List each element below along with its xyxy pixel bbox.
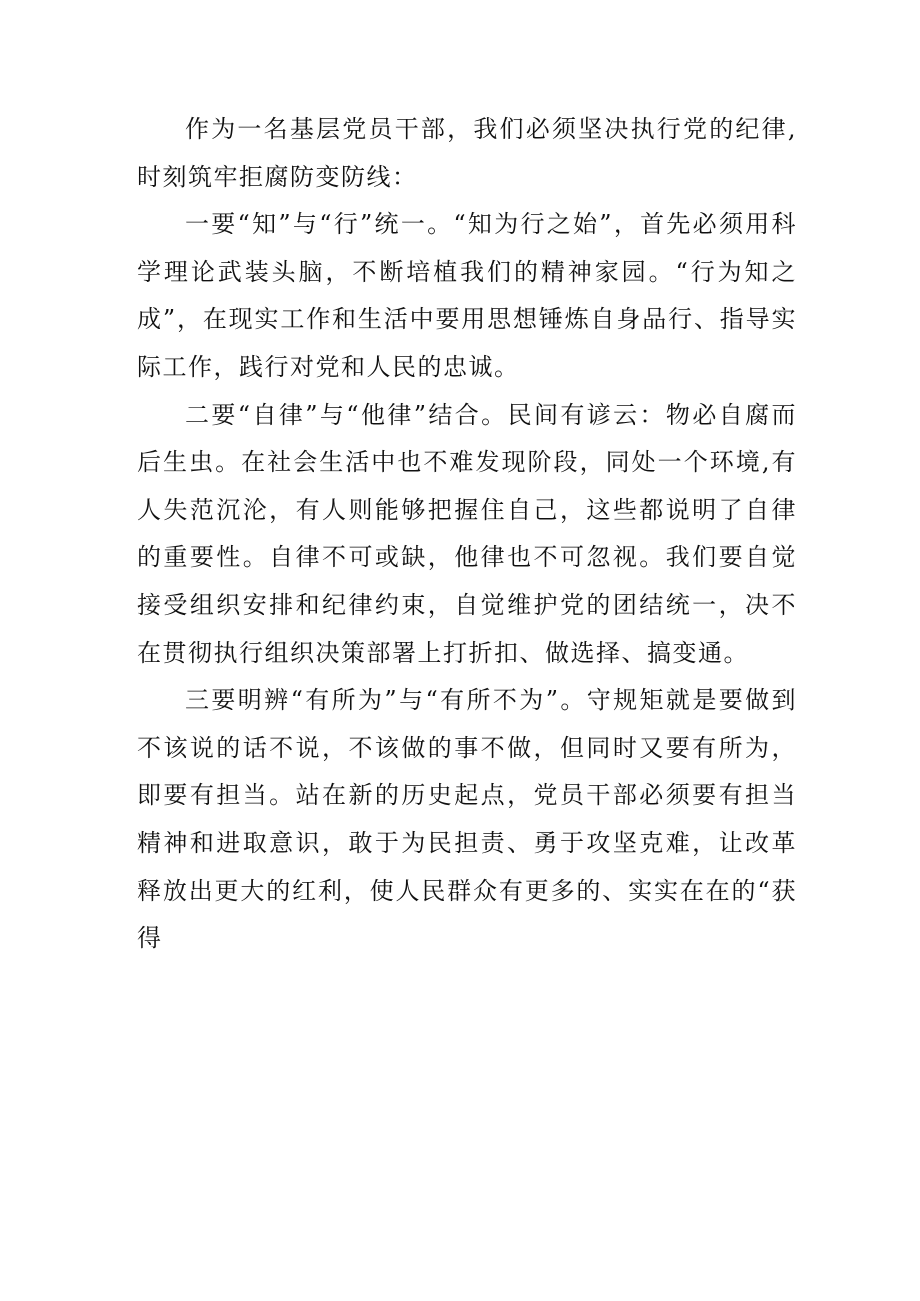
document-body xyxy=(137,106,797,963)
paragraph-point-one: 一要“知”与“行”统一。“知为行之始”，首先必须用科学理论武装头脑，不断培植我们的精神家园。“行为知之成”，在现实工作和生活中要用思想锤炼自身品行、指导实际工作，践行对党和人民的忠诚。 xyxy=(137,210,797,381)
paragraph-point-three: 三要明辨“有所为”与“有所不为”。守规矩就是要做到不该说的话不说，不该做的事不做，但同时又要有所为，即要有担当。站在新的历史起点，党员干部必须要有担当精神和进取意识，敢于为民担责、勇于攻坚克难，让改革释放出更大的红利，使人民群众有更多的、实实在在的“获得 xyxy=(137,686,797,953)
paragraph-intro: 作为一名基层党员干部，我们必须坚决执行党的纪律,时刻筑牢拒腐防变防线： xyxy=(137,115,797,191)
paragraph-point-two: 二要“自律”与“他律”结合。民间有谚云：物必自腐而后生虫。在社会生活中也不难发现阶段，同处一个环境,有人失范沉沦，有人则能够把握住自己，这些都说明了自律的重要性。自律不可或缺，他律也不可忽视。我们要自觉接受组织安排和纪律约束，自觉维护党的团结统一，决不在贯彻执行组织决策部署上打折扣、做选择、搞变通。 xyxy=(137,400,797,667)
